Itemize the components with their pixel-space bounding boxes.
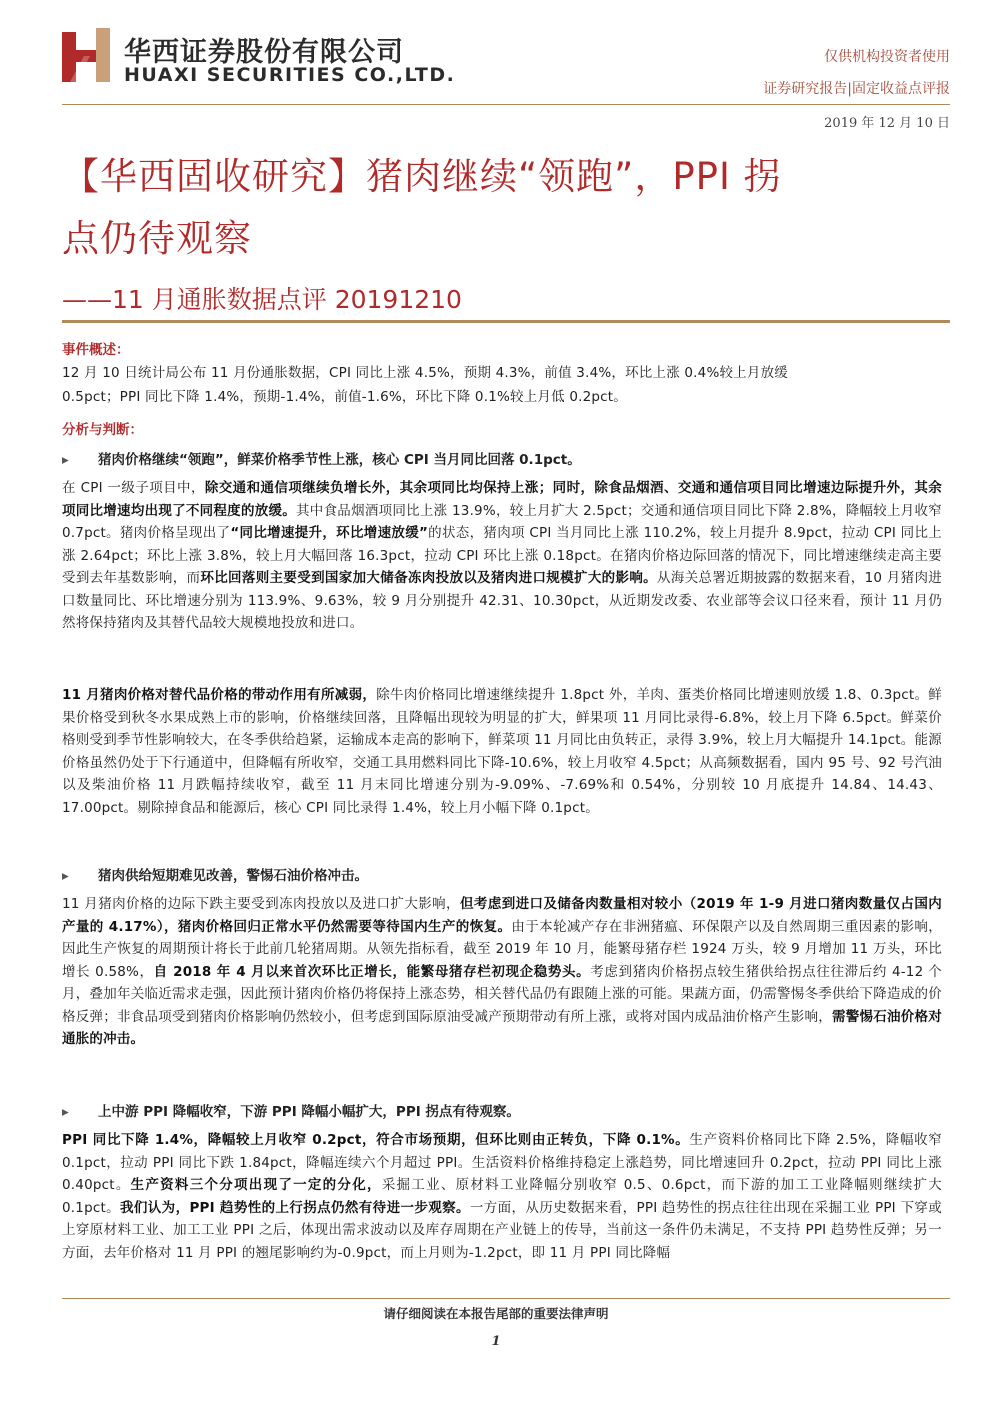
p1-bold-f: 环比回落则主要受到国家加大储备冻肉投放以及猪肉进口规模扩大的影响。: [200, 570, 658, 586]
cpi-analysis-paragraph: [62, 477, 942, 635]
report-type-tag: 证券研究报告|固定收益点评报: [763, 81, 950, 97]
p4-bold-a: PPI 同比下降 1.4%，降幅较上月收窄 0.2pct，符合市场预期，但环比则由正转负，下降 0.1%。: [62, 1132, 690, 1148]
legal-disclaimer-note: 请仔细阅读在本报告尾部的重要法律声明: [383, 1306, 609, 1321]
p2-bold-a: 11 月猪肉价格对替代品价格的带动作用有所减弱，: [62, 687, 377, 703]
bullet-pork-supply: [62, 864, 368, 884]
bullet-arrow-icon: ▸: [62, 1104, 69, 1120]
header-divider: [62, 104, 950, 105]
p2-text-b: 除牛肉价格同比增速继续提升 1.8pct 外，羊肉、蛋类价格同比增速则放缓 1.8、0.3pct。鲜果价格受到秋冬水果成熟上市的影响，价格继续回落，且降幅出现较为明显的扩大，鲜果项 11 月同比录得-6.8%，较上月下降 6.5pct。鲜菜价格则受到季节性影响较大，在冬季供给趋紧，运输成本走高的影响下，鲜菜项 11 月同比由负转正，录得 3.9%，较上月大幅提升 14.1pct。能源价格虽然仍处于下行通道中，但降幅有所收窄，交通工具用燃料同比下降-10.6%，较上月收窄 4.5pct；从高频数据看，国内 95 号、92 号汽油以及柴油价格 11 月跌幅持续收窄，截至 11 月末同比增速分别为-9.09%、-7.69%和 0.54%，分别较 10 月底提升 14.84、14.43、17.00pct。剔除掉食品和能源后，核心 CPI 同比录得 1.4%，较上月小幅下降 0.1pct。: [62, 687, 942, 816]
bullet-ppi: [62, 1100, 520, 1120]
ppi-analysis-paragraph: [62, 1129, 942, 1264]
p3-text-e: 考虑到猪肉价格拐点较生猪供给拐点往往滞后约 4-12 个月，叠加年关临近需求走强，因此预计猪肉价格仍将保持上涨态势，相关替代品仍有跟随上涨的可能。果蔬方面，仍需警惕冬季供给下降造成的价格反弹；非食品项受到猪肉价格影响仍然较小，但考虑到国际原油受减产预期带动有所上涨，或将对国内成品油价格产生影响，: [62, 963, 943, 1025]
report-title-line2: 点仍待观察: [62, 217, 252, 260]
p3-text-a: 11 月猪肉价格的边际下跌主要受到冻肉投放以及进口扩大影响，: [62, 896, 460, 912]
p3-bold-f: 需警惕石油价格对通胀的冲击。: [62, 1008, 942, 1047]
event-overview-label: 事件概述：: [62, 342, 130, 358]
bullet-ppi-text: 上中游 PPI 降幅收窄，下游 PPI 降幅小幅扩大，PPI 拐点有待观察。: [98, 1104, 520, 1120]
substitute-price-paragraph: [62, 684, 942, 819]
pork-supply-paragraph: [62, 893, 942, 1051]
p4-bold-c: 生产资料三个分项出现了一定的分化，: [130, 1177, 382, 1193]
bullet-pork-cpi: [62, 448, 581, 468]
bullet-pork-supply-text: 猪肉供给短期难见改善，警惕石油价格冲击。: [98, 868, 368, 884]
p3-text-c: 由于本轮减产存在非洲猪瘟、环保限产以及自然周期三重因素的影响，因此生产恢复的周期预计将长于此前几轮猪周期。从领先指标看，截至 2019 年 10 月，能繁母猪存栏 1924 万头，较 9 月增加 11 万头，环比增长 0.58%，: [62, 918, 942, 980]
p4-text-f: 一方面，从历史数据来看，PPI 趋势性的拐点往往出现在采掘工业 PPI 下穿或上穿原材料工业、加工工业 PPI 之后，体现出需求波动以及库存周期在产业链上的传导，当前这一条件仍未满足，不支持 PPI 趋势性反弹；另一方面，去年价格对 11 月 PPI 的翘尾影响约为-0.9pct，而上月则为-1.2pct，即 11 月 PPI 同比降幅: [62, 1199, 943, 1261]
event-paragraph-line2: 0.5pct；PPI 同比下降 1.4%，预期-1.4%，前值-1.6%，环比下降 0.1%较上月低 0.2pct。: [62, 389, 627, 405]
p1-bold-d: “同比增速提升，环比增速放缓”: [230, 525, 429, 541]
p1-text-g: 从海关总署近期披露的数据来看，10 月猪肉进口数量同比、环比增速分别为 113.9%、9.63%，较 9 月分别提升 42.31、10.30pct，从近期发改委、农业部等会议口径来看，预计 11 月仍然将保持猪肉及其替代品较大规模地投放和进口。: [62, 570, 942, 631]
p3-bold-d: 自 2018 年 4 月以来首次环比正增长，能繁母猪存栏初现企稳势头。: [153, 963, 591, 980]
p3-bold-b: 但考虑到进口及储备肉数量相对较小（2019 年 1-9 月进口猪肉数量仅占国内产量的 4.17%），猪肉价格回归正常水平仍然需要等待国内生产的恢复。: [62, 896, 942, 935]
report-date: 2019 年 12 月 10 日: [824, 116, 950, 131]
p1-text-e: 的状态，猪肉项 CPI 当月同比上涨 110.2%，较上月提升 8.9pct，拉动 CPI 同比上涨 2.64pct；环比上涨 3.8%，较上月大幅回落 16.3pct，拉动 CPI 环比上涨 0.18pct。在猪肉价格边际回落的情况下，同比增速继续走高主要受到去年基数影响，而: [62, 525, 942, 586]
company-name-en: HUAXI SECURITIES CO.,LTD.: [124, 64, 456, 86]
p4-text-d: 采掘工业、原材料工业降幅分别收窄 0.5、0.6pct，而下游的加工工业降幅则继续扩大 0.1pct。: [62, 1177, 942, 1216]
company-name-cn: 华西证券股份有限公司: [124, 37, 404, 68]
bullet-arrow-icon: ▸: [62, 868, 69, 884]
report-title-line1: 【华西固收研究】猪肉继续“领跑”，PPI 拐: [62, 155, 782, 198]
footer-divider: [62, 1298, 950, 1299]
event-paragraph-line1: 12 月 10 日统计局公布 11 月份通胀数据，CPI 同比上涨 4.5%，预期 4.3%，前值 3.4%，环比上涨 0.4%较上月放缓: [62, 365, 788, 381]
analysis-label: 分析与判断：: [62, 422, 143, 438]
report-subtitle: ——11 月通胀数据点评 20191210: [62, 285, 462, 314]
p1-bold-b: 除交通和通信项继续负增长外，其余项同比均保持上涨；同时，除食品烟酒、交通和通信项目同比增速边际提升外，其余项同比增速均出现了不同程度的放缓。: [62, 480, 942, 519]
audience-tag: 仅供机构投资者使用: [824, 49, 950, 65]
p4-bold-e: 我们认为，PPI 趋势性的上行拐点仍然有待进一步观察。: [120, 1199, 470, 1216]
p1-text-a: 在 CPI 一级子项目中，: [62, 480, 205, 496]
title-divider: [62, 320, 950, 323]
bullet-pork-cpi-text: 猪肉价格继续“领跑”，鲜菜价格季节性上涨，核心 CPI 当月同比回落 0.1pct。: [98, 452, 581, 468]
p4-text-b: 生产资料价格同比下降 2.5%，降幅收窄 0.1pct，拉动 PPI 同比下跌 1.84pct，降幅连续六个月超过 PPI。生活资料价格维持稳定上涨趋势，同比增速回升 0.2pct，拉动 PPI 同比上涨 0.40pct。: [62, 1132, 942, 1193]
page-number: 1: [491, 1334, 501, 1349]
bullet-arrow-icon: ▸: [62, 452, 69, 468]
huaxi-logo-icon: [62, 28, 114, 84]
p1-text-c: 其中食品烟酒项同比上涨 13.9%，较上月扩大 2.5pct；交通和通信项目同比下降 2.8%，降幅较上月收窄 0.7pct。猪肉价格呈现出了: [62, 502, 942, 541]
